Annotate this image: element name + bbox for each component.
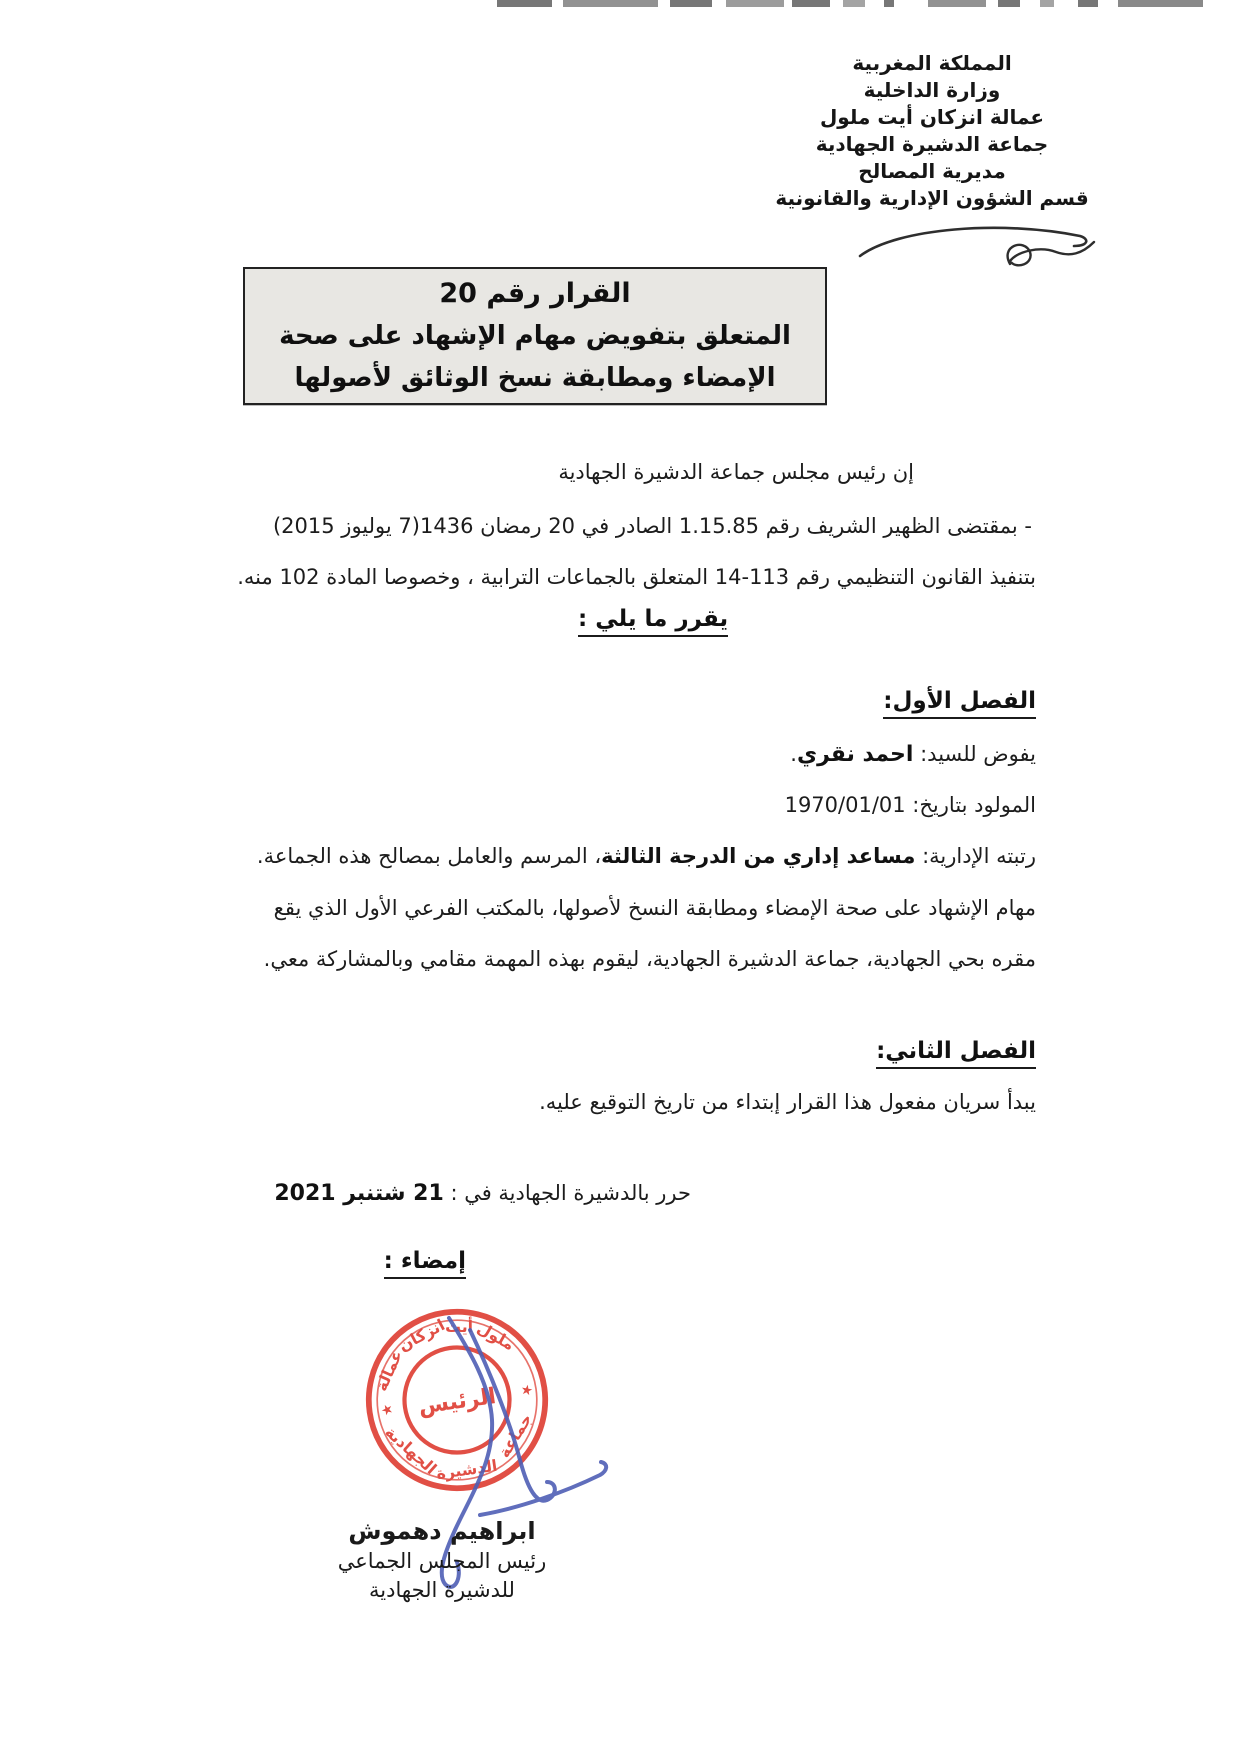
decision-heading-text: يقرر ما يلي : (578, 606, 728, 637)
stamp-arc-word: الجهادية (381, 1422, 441, 1479)
scan-artifact (843, 0, 865, 7)
letterhead-ministry: وزارة الداخلية (863, 78, 1001, 102)
scan-artifact (670, 0, 712, 7)
grade-line (257, 844, 1036, 868)
signatory-block (322, 1516, 562, 1605)
decision-heading (578, 606, 728, 632)
article2-heading (876, 1038, 1036, 1064)
letterhead-kingdom: المملكة المغربية (852, 51, 1012, 75)
grade-prefix: رتبته الإدارية: (915, 844, 1036, 868)
stamp-arc-word: عمالة (371, 1347, 407, 1394)
issued-line (274, 1181, 691, 1206)
signature-label-text: إمضاء : (384, 1248, 466, 1279)
stamp-arc-word: أيت (445, 1316, 474, 1336)
scan-artifact (1118, 0, 1203, 7)
article2-heading-text: الفصل الثاني: (876, 1038, 1036, 1069)
scan-artifact (998, 0, 1020, 7)
scan-artifact (884, 0, 894, 7)
grade-title: مساعد إداري من الدرجة الثالثة (601, 844, 916, 868)
article1-line1 (790, 742, 1036, 767)
stamp-arc-word: جماعة (494, 1410, 536, 1461)
letterhead-directorate: مديرية المصالح (858, 159, 1006, 183)
letterhead (756, 50, 1108, 212)
delegate-name: احمد نقري (796, 742, 914, 767)
delegation-prefix: يفوض للسيد: (913, 742, 1036, 766)
stamp-arc-word: انزكان (395, 1315, 448, 1356)
signatory-title: رئيس المجلس الجماعي (337, 1549, 547, 1573)
duties-line2: مقره بحي الجهادية، جماعة الدشيرة الجهادية، ليقوم بهذه المهمة مقامي وبالمشاركة معي. (263, 947, 1036, 971)
scan-artifact (726, 0, 784, 7)
scan-artifact (1040, 0, 1054, 7)
issued-date: 21 شتنبر 2021 (274, 1181, 444, 1206)
stamp-arc-word: الدشيرة (435, 1455, 499, 1484)
grade-suffix: ، المرسم والعامل بمصالح هذه الجماعة. (256, 844, 602, 868)
letterhead-commune: جماعة الدشيرة الجهادية (815, 132, 1049, 156)
article1-heading-text: الفصل الأول: (883, 688, 1036, 719)
decision-title-box (243, 267, 827, 405)
signature-label (384, 1248, 466, 1274)
stamp-star-icon: ★ (378, 1402, 397, 1417)
reference-dahir-line: - بمقتضى الظهير الشريف رقم 1.15.85 الصادر في 20 رمضان 1436(7 يوليوز 2015) (272, 514, 1032, 538)
decision-subject-line1: المتعلق بتفويض مهام الإشهاد على صحة (279, 321, 791, 351)
signatory-name: ابراهيم دهموش (348, 1517, 536, 1545)
scan-artifact (563, 0, 658, 7)
duties-line1: مهام الإشهاد على صحة الإمضاء ومطابقة النسخ لأصولها، بالمكتب الفرعي الأول الذي يقع (273, 896, 1036, 920)
decision-number: القرار رقم 20 (439, 278, 631, 309)
scan-artifact (928, 0, 986, 7)
scan-artifact (497, 0, 552, 7)
stamp-arc-word: ملول (474, 1317, 518, 1355)
stamp-star-icon: ★ (517, 1383, 536, 1398)
paraph-scribble-ink (852, 216, 1102, 278)
letterhead-prefecture: عمالة انزكان أيت ملول (819, 105, 1045, 129)
reference-law-line: بتنفيذ القانون التنظيمي رقم 113-14 المتعلق بالجماعات الترابية ، وخصوصا المادة 102 منه. (237, 565, 1036, 589)
birthdate-line: المولود بتاريخ: 1970/01/01 (784, 793, 1036, 817)
article2-line1: يبدأ سريان مفعول هذا القرار إبتداء من تاريخ التوقيع عليه. (539, 1090, 1036, 1114)
letterhead-division: قسم الشؤون الإدارية والقانونية (775, 186, 1089, 210)
issued-prefix: حرر بالدشيرة الجهادية في : (443, 1181, 691, 1205)
scan-artifact (1078, 0, 1098, 7)
decision-subject-line2: الإمضاء ومطابقة نسخ الوثائق لأصولها (294, 363, 776, 393)
scan-artifact (792, 0, 830, 7)
signatory-commune: للدشيرة الجهادية (369, 1578, 515, 1602)
intro-line: إن رئيس مجلس جماعة الدشيرة الجهادية (558, 460, 914, 484)
stamp-center-text: الرئيس (416, 1384, 498, 1420)
delegation-suffix: . (790, 742, 797, 766)
article1-heading (883, 688, 1036, 714)
